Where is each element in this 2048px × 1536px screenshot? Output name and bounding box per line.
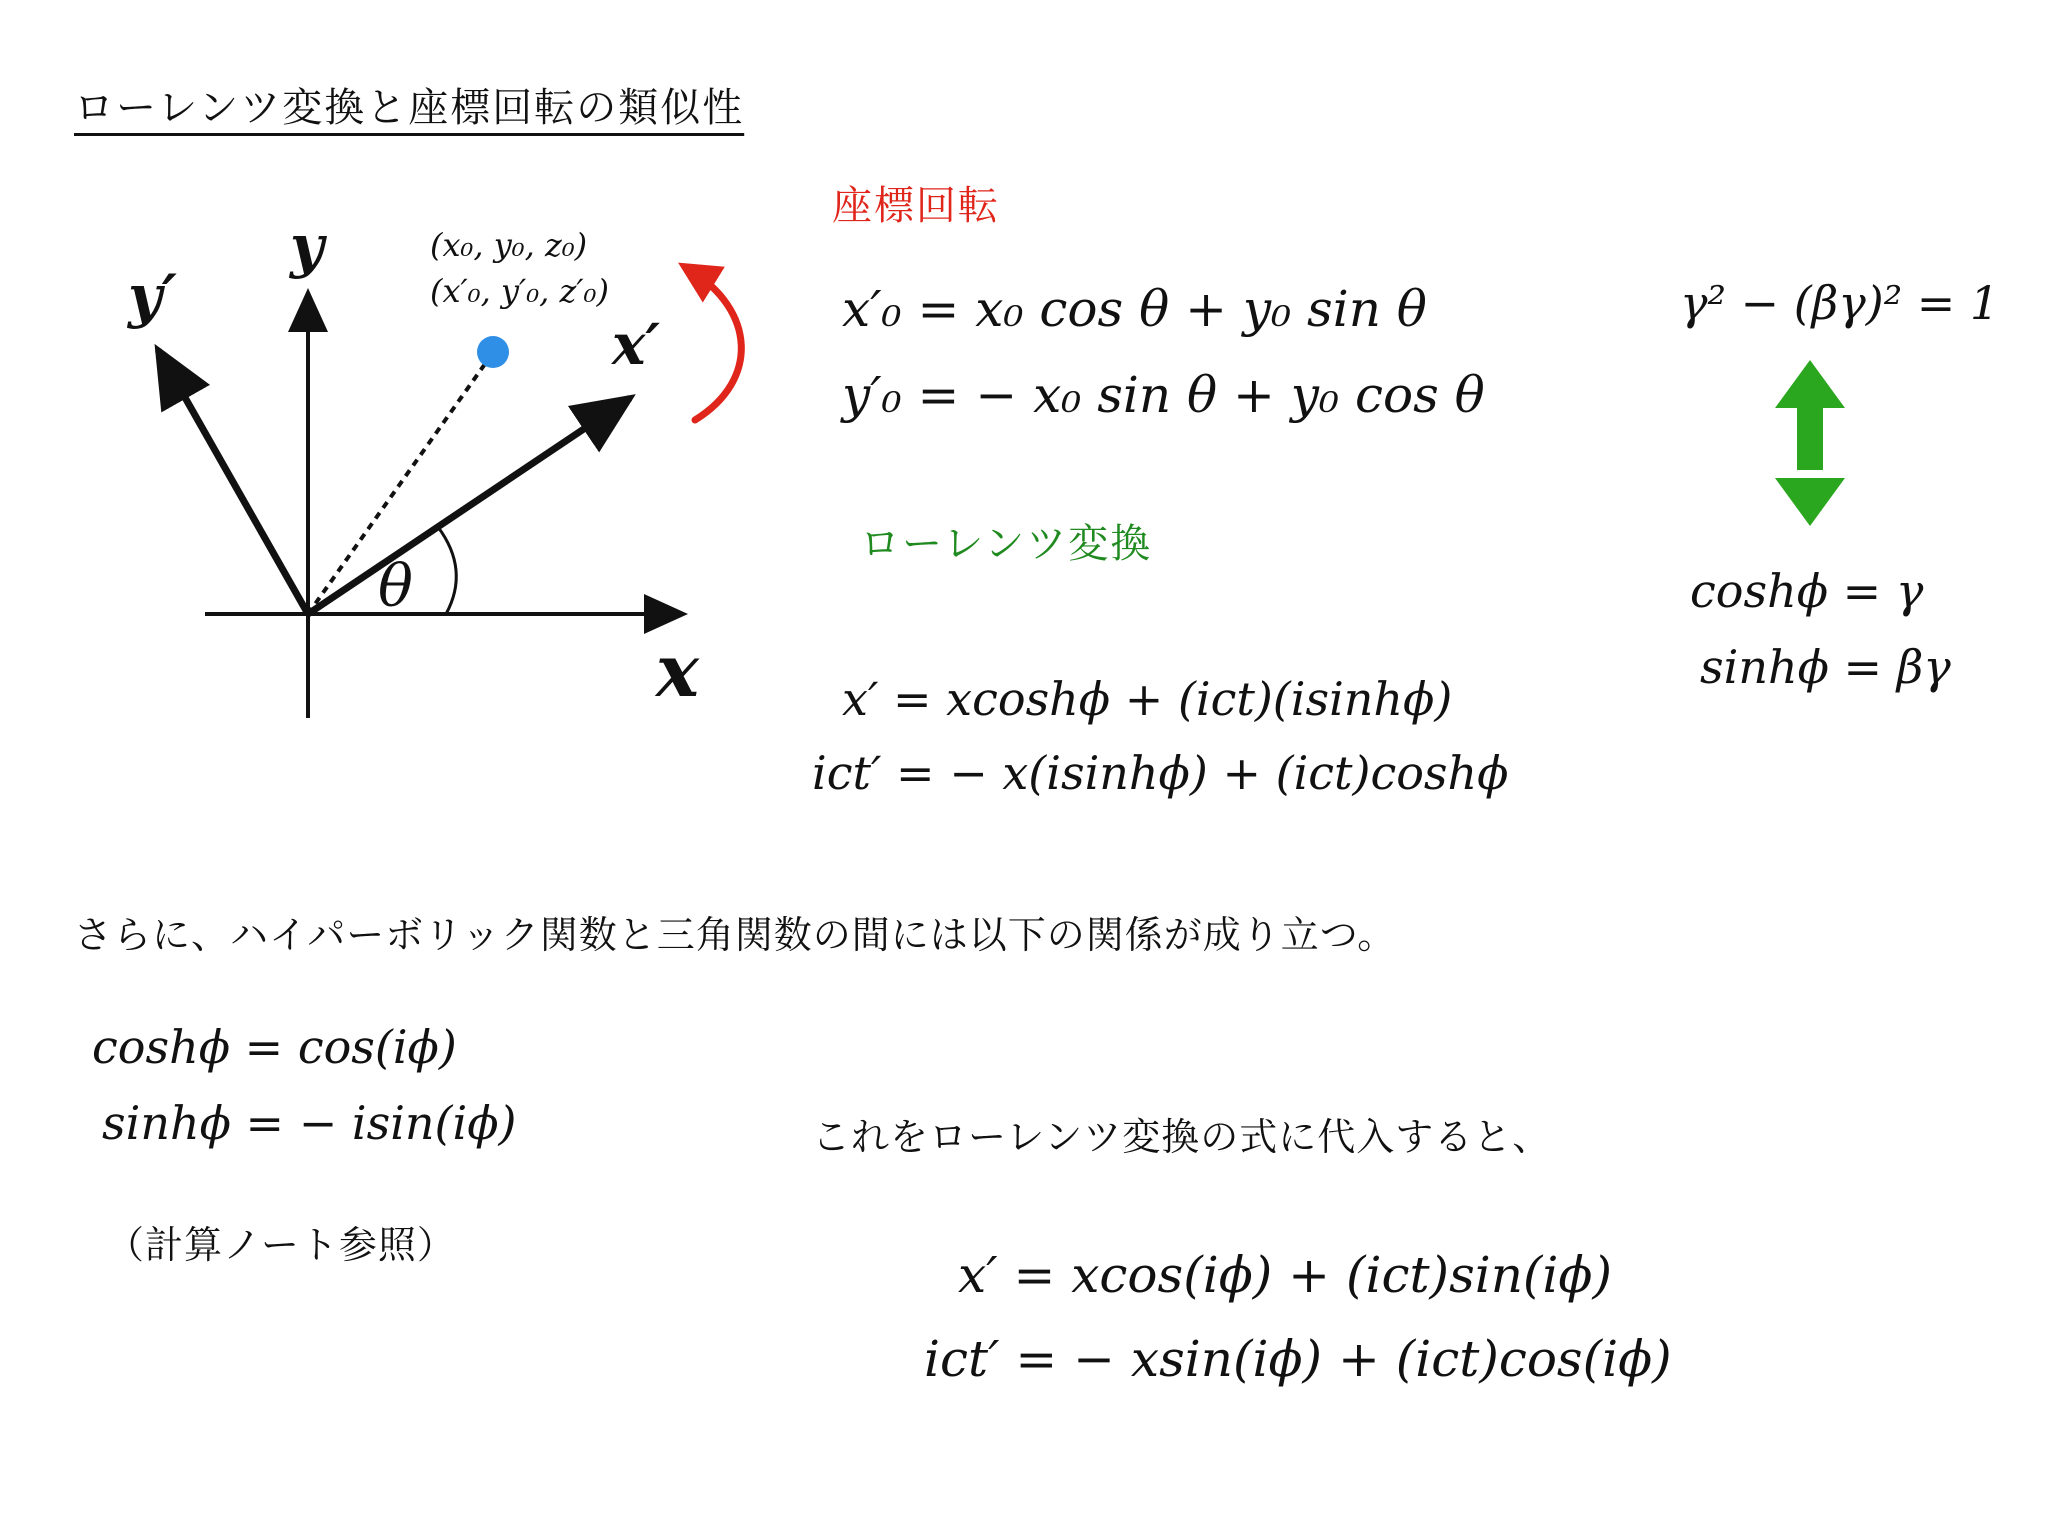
lorentz-equation-2: ict′ = − x(isinhϕ) + (ict)coshϕ [812, 746, 1509, 800]
axis-x-prime-label: x′ [612, 312, 661, 378]
angle-arc [438, 527, 456, 614]
axis-x-label: x [656, 628, 699, 713]
rotation-heading: 座標回転 [832, 183, 1000, 229]
x-prime-axis [308, 398, 630, 614]
sinh-beta-gamma-equation: sinhϕ = βγ [1700, 640, 1951, 694]
rotation-equation-2: y′₀ = − x₀ sin θ + y₀ cos θ [842, 366, 1485, 424]
point-marker [477, 336, 509, 368]
point-prime-coordinate-label: (x′₀, y′₀, z′₀) [430, 272, 609, 310]
cosh-cos-equation: coshϕ = cos(iϕ) [92, 1020, 457, 1074]
substitution-intro-text: これをローレンツ変換の式に代入すると、 [812, 1115, 1552, 1159]
axis-y-prime-label: y′ [128, 262, 177, 330]
result-equation-2: ict′ = − xsin(iϕ) + (ict)cos(iϕ) [924, 1330, 1672, 1388]
result-equation-1: x′ = xcos(iϕ) + (ict)sin(iϕ) [958, 1246, 1613, 1304]
y-prime-axis [158, 350, 308, 614]
gamma-identity-equation: γ² − (βγ)² = 1 [1680, 276, 2000, 330]
angle-label: θ [378, 552, 413, 620]
equivalence-double-arrow [1775, 360, 1845, 526]
rotation-arrow [690, 270, 741, 420]
lorentz-heading: ローレンツ変換 [860, 521, 1153, 567]
rotation-equation-1: x′₀ = x₀ cos θ + y₀ sin θ [842, 280, 1427, 338]
point-coordinate-label: (x₀, y₀, z₀) [430, 226, 588, 264]
page-title: ローレンツ変換と座標回転の類似性 [74, 85, 745, 131]
cosh-gamma-equation: coshϕ = γ [1690, 564, 1924, 618]
lorentz-equation-1: x′ = xcoshϕ + (ict)(isinhϕ) [842, 672, 1453, 726]
sinh-sin-equation: sinhϕ = − isin(iϕ) [102, 1096, 517, 1150]
hyperbolic-intro-text: さらに、ハイパーボリック関数と三角関数の間には以下の関係が成り立つ。 [74, 913, 1397, 957]
calculation-note-reference: （計算ノート参照） [106, 1223, 456, 1267]
axis-y-label: y [290, 212, 324, 280]
